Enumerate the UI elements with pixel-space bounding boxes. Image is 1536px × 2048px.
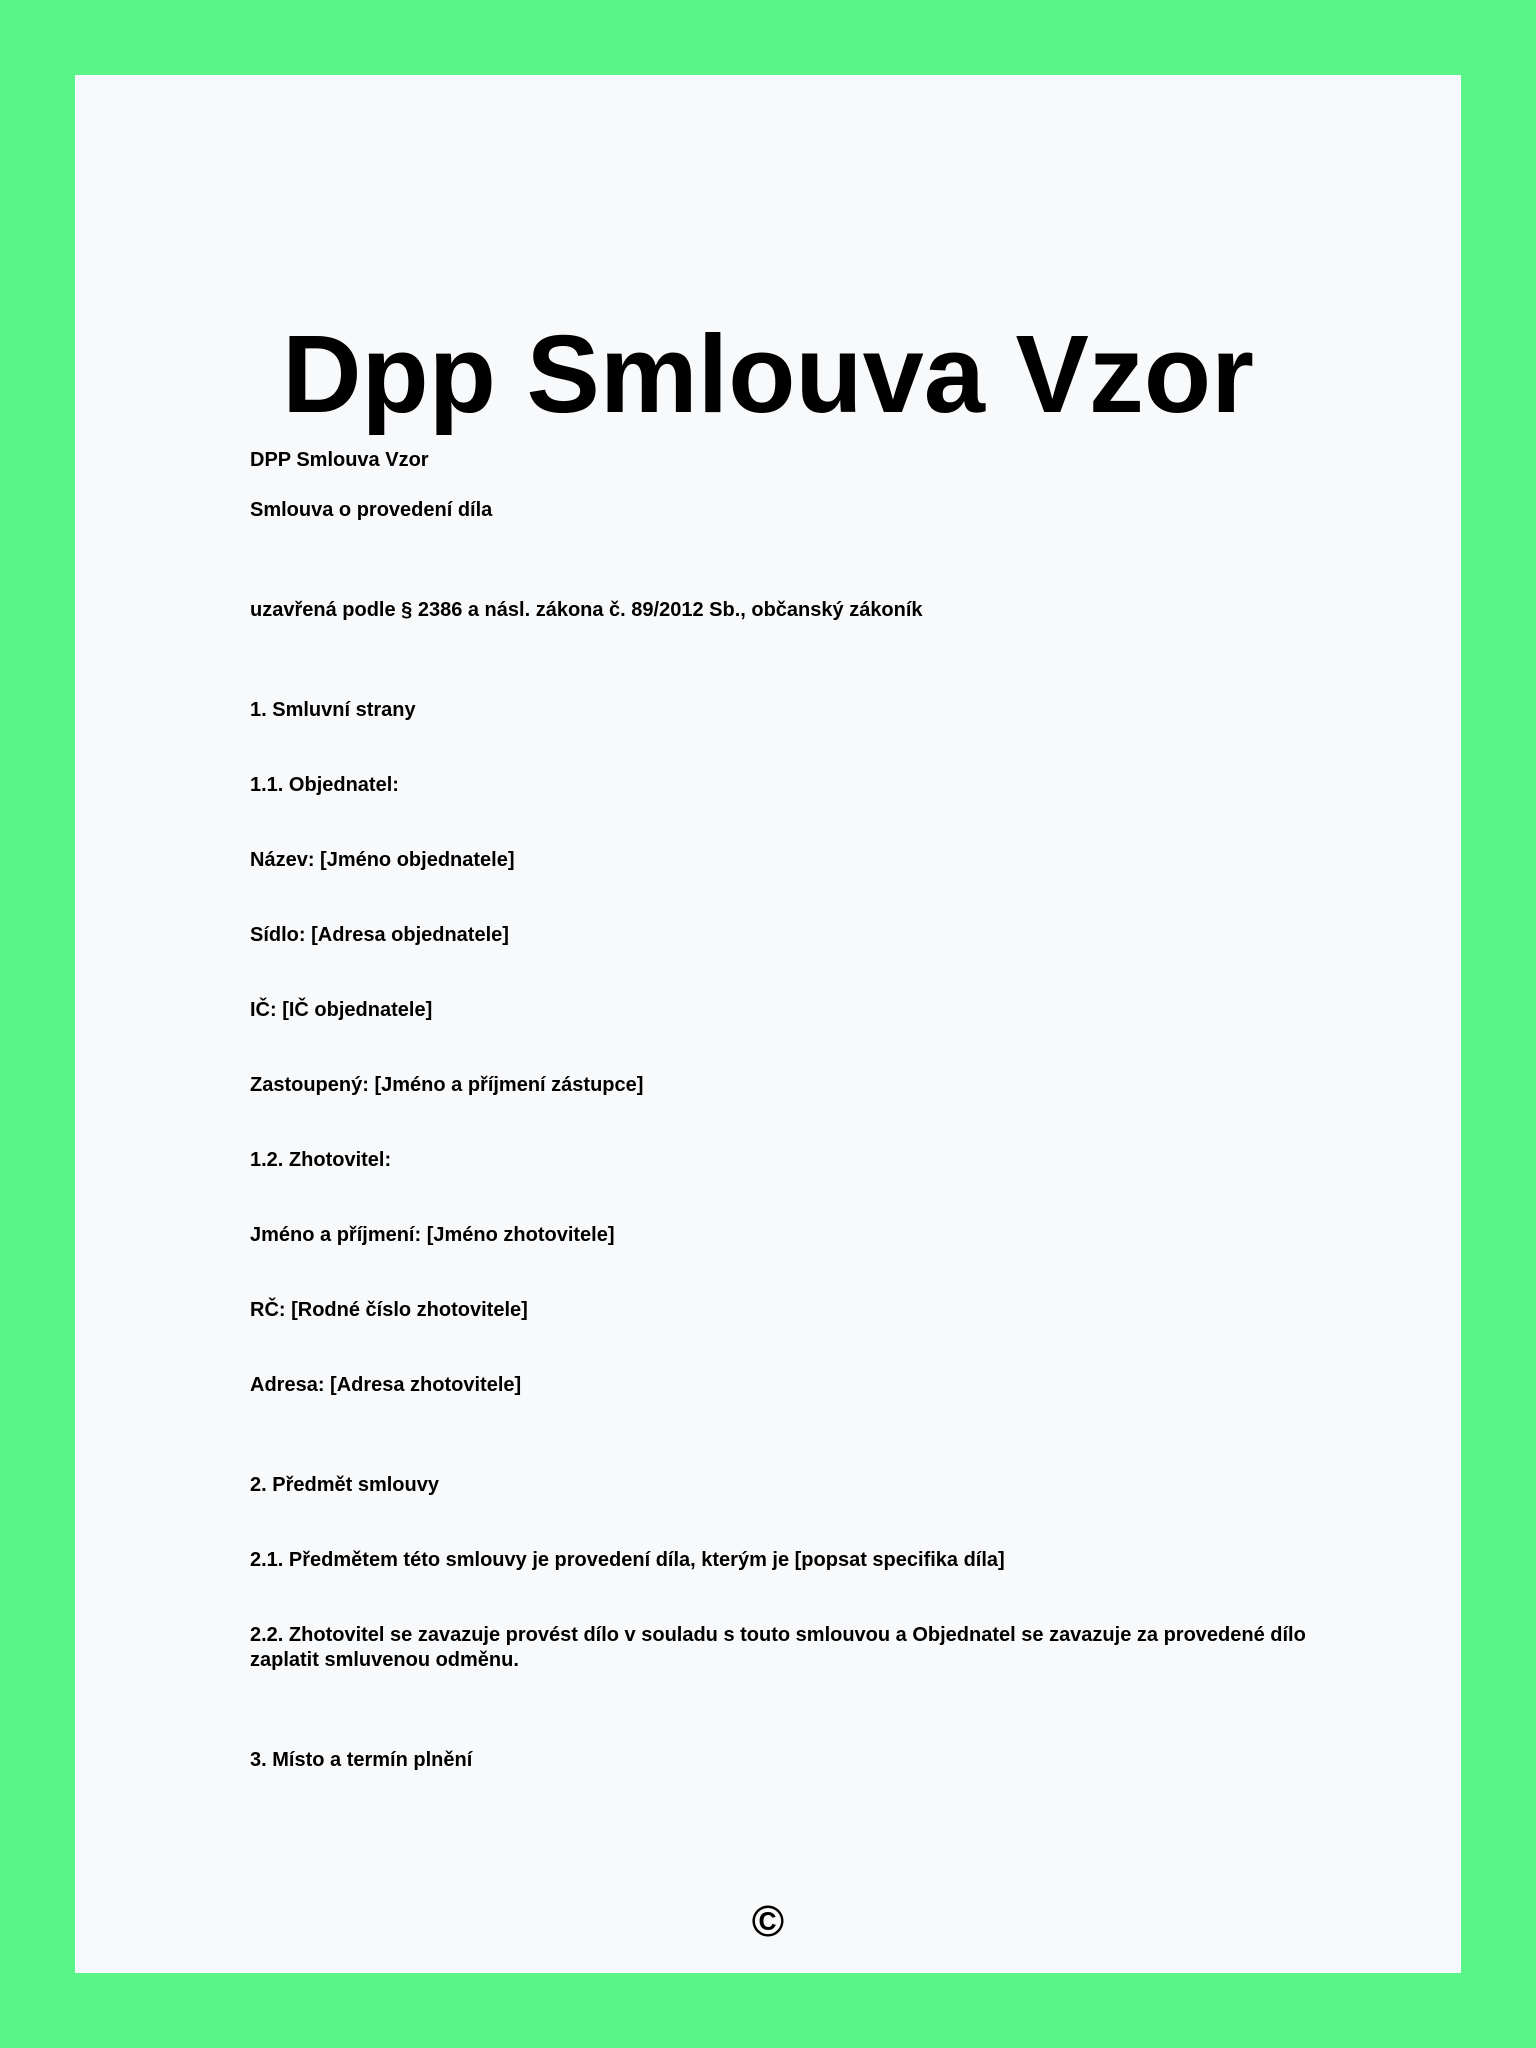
subsection-contractor: 1.2. Zhotovitel: (250, 1149, 392, 1171)
clause-2-1: 2.1. Předmětem této smlouvy je provedení díla, kterým je [popsat specifika díla] (250, 1549, 1005, 1571)
copyright-icon: © (751, 1897, 785, 1946)
document-title: Dpp Smlouva Vzor (282, 313, 1254, 436)
section-heading-subject: 2. Předmět smlouvy (250, 1474, 439, 1496)
contractor-address-line: Adresa: [Adresa zhotovitele] (250, 1374, 522, 1396)
doc-heading: DPP Smlouva Vzor (250, 449, 429, 471)
client-representative-line: Zastoupený: [Jméno a příjmení zástupce] (250, 1074, 644, 1096)
contractor-name-line: Jméno a příjmení: [Jméno zhotovitele] (250, 1224, 615, 1246)
client-name-line: Název: [Jméno objednatele] (250, 849, 515, 871)
doc-legal-basis: uzavřená podle § 2386 a násl. zákona č. 89/2012 Sb., občanský zákoník (250, 599, 923, 621)
clause-2-2: 2.2. Zhotovitel se zavazuje provést dílo v souladu s touto smlouvou a Objednatel se zavazuje za provedené dílo zaplatit smluvenou odměnu. (250, 1624, 1306, 1671)
client-address-line: Sídlo: [Adresa objednatele] (250, 924, 509, 946)
doc-subheading: Smlouva o provedení díla (250, 499, 493, 521)
section-heading-place-time: 3. Místo a termín plnění (250, 1749, 473, 1771)
document-page (75, 75, 1461, 1973)
client-id-line: IČ: [IČ objednatele] (250, 999, 433, 1021)
section-heading-parties: 1. Smluvní strany (250, 699, 416, 721)
contractor-birth-number-line: RČ: [Rodné číslo zhotovitele] (250, 1299, 528, 1321)
subsection-client: 1.1. Objednatel: (250, 774, 399, 796)
